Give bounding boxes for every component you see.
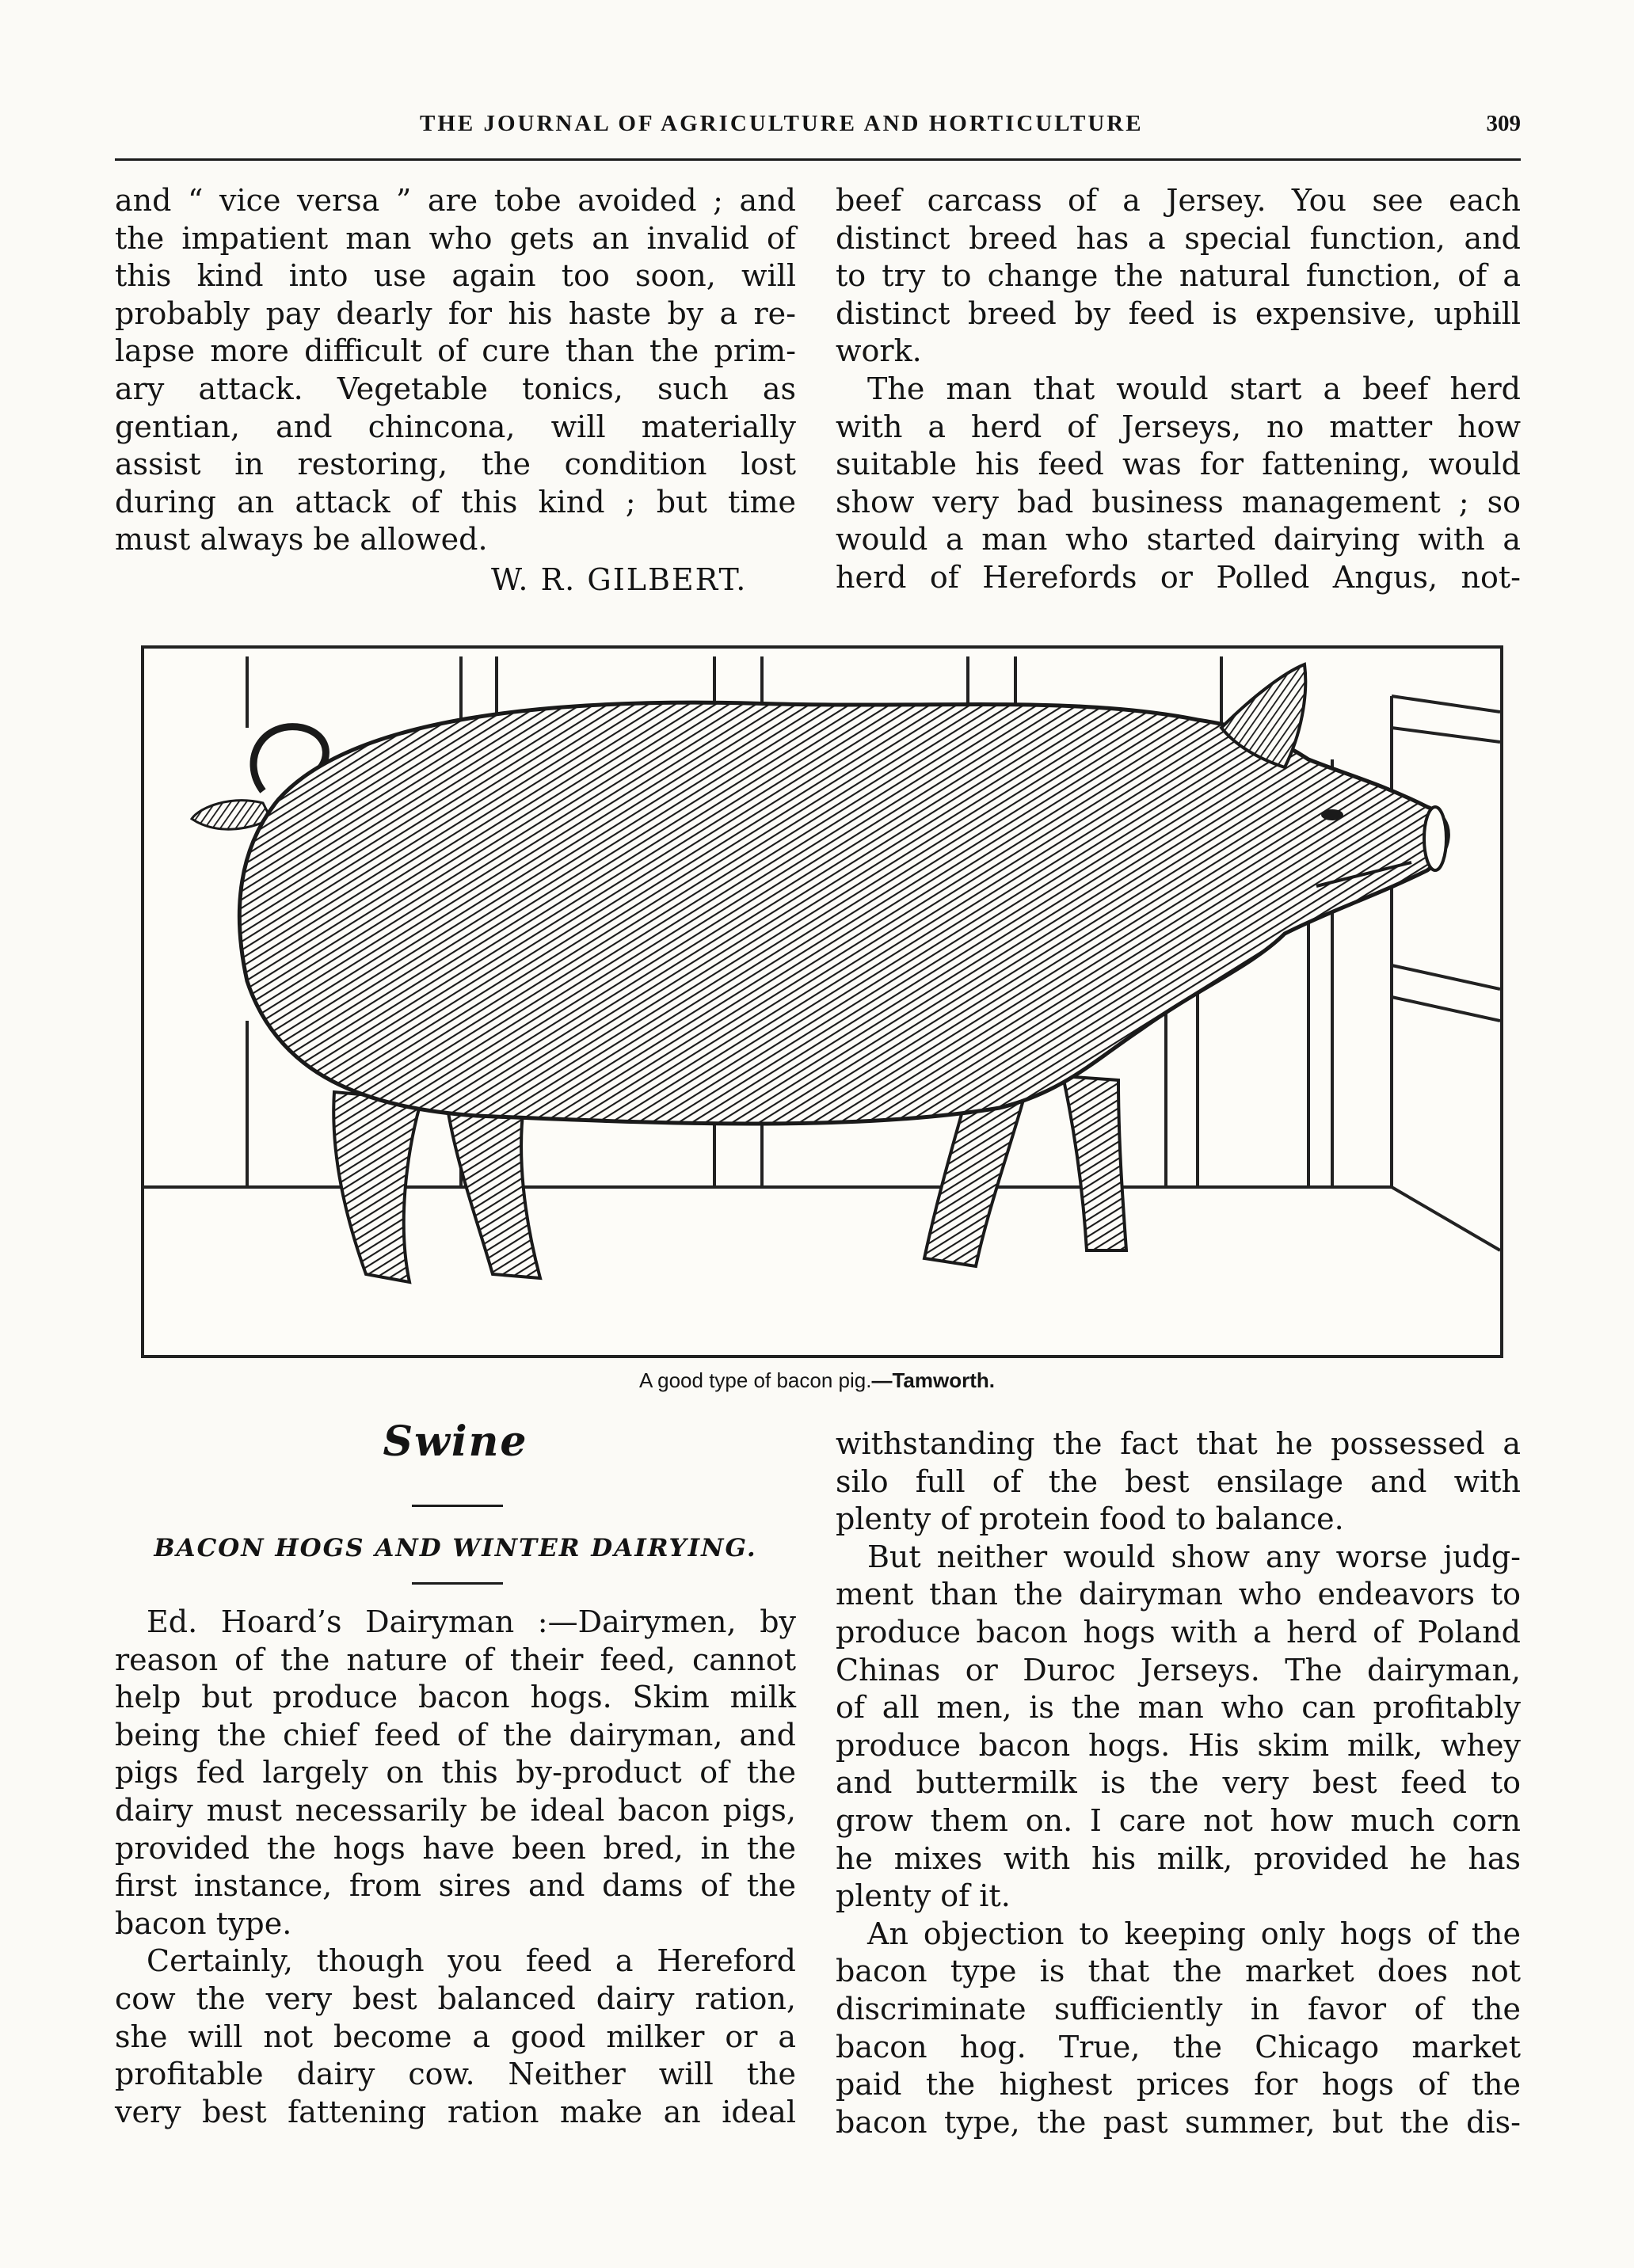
title-rule [412, 1582, 503, 1585]
tamworth-pig-illustration [141, 645, 1503, 1358]
text-line: cow the very best balanced dairy ration, [115, 1981, 796, 2016]
text-line: bacon type, the past summer, but the dis- [836, 2104, 1521, 2140]
text-line: herd of Herefords or Polled Angus, not- [836, 559, 1521, 595]
text-line: ary attack. Vegetable tonics, such as [115, 371, 796, 406]
text-line: must always be allowed. [115, 522, 488, 557]
text-line: provided the hogs have been bred, in the [115, 1830, 796, 1866]
header-rule [115, 158, 1521, 161]
text-line: reason of the nature of their feed, cannot [115, 1642, 796, 1677]
article-title: BACON HOGS AND WINTER DAIRYING. [154, 1534, 757, 1562]
text-line: would a man who started dairying with a [836, 522, 1521, 557]
text-line: very best fattening ration make an ideal [115, 2094, 796, 2129]
jersey-paragraph [836, 182, 1521, 371]
text-line: and “ vice versa ” are tobe avoided ; and [115, 183, 796, 218]
text-line: suitable his feed was for fattening, would [836, 447, 1521, 482]
text-line: lapse more difficult of cure than the prim- [115, 333, 796, 369]
text-line: with a herd of Jerseys, no matter how [836, 409, 1521, 444]
bottom-right-column [836, 1425, 1521, 2141]
caption-breed: —Tamworth. [871, 1368, 995, 1392]
caption-text: A good type of bacon pig. [639, 1368, 872, 1392]
text-line: ment than the dairyman who endeavors to [836, 1577, 1521, 1612]
hereford-paragraph [115, 1943, 796, 2131]
top-right-column [836, 182, 1521, 597]
text-line: assist in restoring, the condition lost [115, 447, 796, 482]
text-line: silo full of the best ensilage and with [836, 1463, 1521, 1499]
beef-herd-paragraph [836, 371, 1521, 597]
top-left-column [115, 182, 796, 559]
text-line: help but produce bacon hogs. Skim milk [115, 1680, 796, 1715]
text-line: plenty of protein food to balance. [836, 1501, 1344, 1537]
text-line: bacon type. [115, 1905, 292, 1941]
text-line: she will not become a good milker or a [115, 2019, 796, 2054]
text-line: work. [836, 333, 922, 369]
running-head [115, 111, 1521, 150]
text-line: bacon type is that the market does not [836, 1954, 1521, 1989]
text-line: withstanding the fact that he possessed a [836, 1426, 1521, 1461]
text-line: during an attack of this kind ; but time [115, 484, 796, 519]
pig-engraving [144, 649, 1500, 1355]
judgment-paragraph [836, 1539, 1521, 1916]
journal-title: THE JOURNAL OF AGRICULTURE AND HORTICULTURE [420, 111, 1144, 136]
text-line: the impatient man who gets an invalid of [115, 220, 796, 256]
text-line: he mixes with his milk, provided he has [836, 1840, 1521, 1876]
text-line: Chinas or Duroc Jerseys. The dairyman, [836, 1652, 1521, 1688]
market-paragraph [836, 1916, 1521, 2142]
bottom-left-column [115, 1604, 796, 2131]
text-line: The man that would start a beef herd [867, 371, 1521, 406]
silo-paragraph [836, 1425, 1521, 1539]
text-line: pigs fed largely on this by-product of the [115, 1755, 796, 1790]
text-line: grow them on. I care not how much corn [836, 1802, 1521, 1838]
text-line: bacon hog. True, the Chicago market [836, 2029, 1521, 2064]
figure-caption [0, 1368, 1634, 1393]
gilbert-paragraph-end [115, 182, 796, 559]
page-number: 309 [1486, 111, 1521, 136]
text-line: this kind into use again too soon, will [115, 258, 796, 294]
text-line: beef carcass of a Jersey. You see each [836, 183, 1521, 218]
text-line: to try to change the natural function, of a [836, 258, 1521, 294]
text-line: produce bacon hogs with a herd of Poland [836, 1614, 1521, 1650]
text-line: gentian, and chincona, will materially [115, 409, 796, 444]
author-signature: W. R. GILBERT. [491, 562, 748, 597]
text-line: dairy must necessarily be ideal bacon pigs, [115, 1792, 796, 1828]
text-line: produce bacon hogs. His skim milk, whey [836, 1727, 1521, 1763]
text-line: being the chief feed of the dairyman, and [115, 1717, 796, 1752]
text-line: An objection to keeping only hogs of the [867, 1916, 1521, 1951]
text-line: show very bad business management ; so [836, 484, 1521, 519]
text-line: paid the highest prices for hogs of the [836, 2067, 1521, 2102]
text-line: But neither would show any worse judg- [867, 1539, 1521, 1574]
text-line: distinct breed by feed is expensive, uphill [836, 295, 1521, 331]
text-line: Certainly, though you feed a Hereford [147, 1943, 796, 1979]
section-rule [412, 1505, 503, 1507]
text-line: and buttermilk is the very best feed to [836, 1765, 1521, 1801]
text-line: plenty of it. [836, 1878, 1011, 1914]
text-line: distinct breed has a special function, and [836, 220, 1521, 256]
text-line: discriminate sufficiently in favor of the [836, 1991, 1521, 2026]
text-line: of all men, is the man who can profitably [836, 1690, 1521, 1726]
text-line: first instance, from sires and dams of the [115, 1868, 796, 1904]
text-line: profitable dairy cow. Neither will the [115, 2057, 796, 2092]
text-line: Ed. Hoard’s Dairyman :—Dairymen, by [147, 1604, 796, 1639]
section-heading: Swine [383, 1418, 528, 1466]
hoards-paragraph [115, 1604, 796, 1943]
text-line: probably pay dearly for his haste by a re- [115, 295, 796, 331]
